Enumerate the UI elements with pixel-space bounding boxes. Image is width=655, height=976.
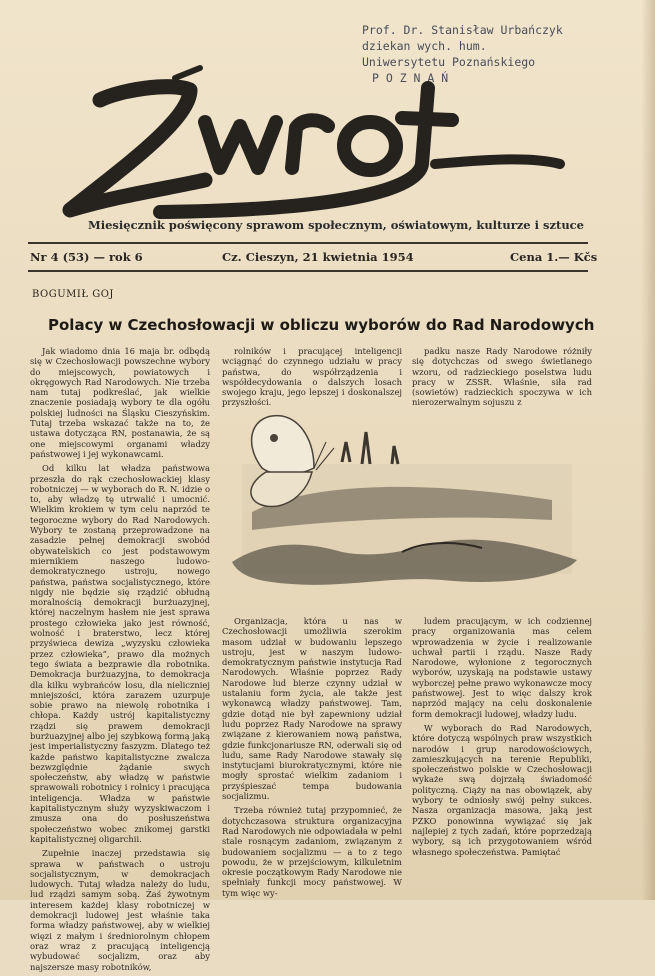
article-column-1 (30, 346, 210, 976)
col1-paragraph: Jak wiadomo dnia 16 maja br. odbędą się w Czechosłowacji powszechne wybory do miejscowych, powiatowych i okręgowych Rad Narodowych. Nie trzeba nam tutaj podkreślać, jak wielkie znaczenie posiadają wybory te dla ogółu polskiej ludności na Śląsku Cieszyńskim. Tutaj trzeba wskazać także na to, że ustawa dotycząca RN, postanawia, że są one miejscowymi organami władzy państwowej i jej wykonawcami. (30, 346, 210, 459)
butterfly-landscape-illustration (222, 402, 592, 602)
masthead-tagline: Miesięcznik poświęcony sprawom społecznym, oświatowym, kulturze i sztuce (88, 218, 584, 232)
stamp-line-2: dziekan wych. hum. (362, 39, 487, 53)
page-edge-shadow (641, 0, 655, 900)
issue-place-date: Cz. Cieszyn, 21 kwietnia 1954 (222, 250, 414, 264)
col3-paragraph: W wyborach do Rad Narodowych, które dotyczą wspólnych praw wszystkich narodów i grup narodowościowych, zamieszkujących na terenie Republiki, społeczeństwo polskie w Czechosłowacji wykaże swą dojrzałą świadomość polityczną. Ciąży na nas obowiązek, aby wybory te odniosły swój pełny sukces. Nasza organizacja masowa, jaką jest PZKO ponowinna wywiązać się jak najlepiej z tych zadań, które poprzedzają wybory, są ich przygotowaniem wśród własnego społeczeństwa. Pamiętać (412, 722, 592, 857)
bottom-rule (28, 270, 588, 272)
col2-paragraph: rolników i pracującej inteligencji wciągnąć do czynnego udziału w pracy państwa, do współrządzenia i współdecydowania o dalszych losach swojego kraju, jego lepszej i doskonalszej przyszłości. (222, 346, 402, 408)
article-column-3-bottom (412, 616, 592, 861)
article-headline: Polacy w Czechosłowacji w obliczu wyborów do Rad Narodowych (48, 316, 595, 334)
article-author: BOGUMIŁ GOJ (32, 289, 114, 300)
col3-paragraph: padku nasze Rady Narodowe różniły się dotychczas od swego świetlanego wzoru, od radzieckiego poselstwa ludu pracy w ZSSR. Właśnie, siła rad (sowietów) radzieckich spoczywa w ich nierozerwalnym sojuszu z (412, 346, 592, 408)
masthead-logo (40, 60, 580, 220)
stamp-line-1: Prof. Dr. Stanisław Urbańczyk (362, 23, 563, 37)
issue-price: Cena 1.— Kčs (510, 250, 598, 264)
stamp-line-4: P O Z N A Ń (372, 71, 449, 85)
stamp-line-3: Uniwersytetu Poznańskiego (362, 55, 536, 69)
col1-paragraph: Od kilku lat władza państwowa przeszła do rąk czechosłowackiej klasy robotniczej — w wyborach do R. N. idzie o to, aby władzę tę utrwalić i umocnić. Wielkim krokiem w tym celu naprzód te tegoroczne wybory do Rad Narodowych. Wybory te zostaną przeprowadzone na zasadzie pełnej demokracji swobód obywatelskich co jest podstawowym miernikiem naszego ludowo-demokratycznego ustroju, nowego państwa, państwa socjalistycznego, które nigdy nie będzie się rządzić obłudną moralnością demokracji burżuazyjnej, której naczelnym hasłem nie jest sprawa prostego człowieka jako jest równość, wolność i braterstwo, lecz której przyświeca dewiza „wyzysku człowieka przez człowieka”, prawo dla możnych tego świata a bezprawie dla robotnika. Demokracja burżuazyjna, to demokracja dla kilku wybrańców losu, dla nieliczniej mniejszości, która zarazem uzurpuje sobie prawo na niewolę robotnika i chłopa. Każdy ustrój kapitalistyczny rządzi się prawem demokracji burżuazyjnej albo jej szybkową formą jaką jest imperialistyczny faszyzm. Dlatego też każde państwo kapitalistyczne zwalcza bezwzględnie żądanie swych społeczeństw, aby władzę w państwie sprawowali robotnicy i rolnicy i pracująca inteligencja. Władza w państwie kapitalistycznym służy wyzyskiwaczom i zmusza ona do posłuszeństwa społeczeństwo wobec znikomej garstki kapitalistycznej oligarchii. (30, 463, 210, 844)
col2-paragraph: Organizacja, która u nas w Czechosłowacji umożliwia szerokim masom udział w budowaniu lepszego ustroju, jest w naszym ludowo-demokratycznym państwie instytucja Rad Narodowych. Właśnie poprzez Rady Narodowe lud bierze czynny udział w ustalaniu form życia, ale także jest wykonawcą władzy państwowej. Tam, gdzie dotąd nie był zapewniony udział ludu poprzez Rady Narodowe na sprawy związane z kierowaniem nową państwa, gdzie funkcjonariusze RN, oderwali się od ludu, same Rady Narodowe stawały się instytucjami biurokratycznymi, które nie mogły sprostać wielkim zadaniom i przyśpieszać tempa budowania socjalizmu. (222, 616, 402, 802)
col1-paragraph: Zupełnie inaczej przedstawia się sprawa w państwach o ustroju socjalistycznym, w demokracjach ludowych. Tutaj władza należy do ludu, lud rządzi samym sobą. Żaś żywotnym interesem każdej klasy robotniczej w demokracji ludowej jest właśnie taka forma władzy państwowej, aby w wielkiej więzi z małym i średniorolnym chłopem oraz wraz z pracującą inteligencją wybudować socjalizm, oraz aby najszersze masy robotników, (30, 848, 210, 972)
col3-paragraph: ludem pracującym, w ich codziennej pracy organizowania mas celem wprowadzenia w życie i realizowanie uchwał partii i rządu. Nasze Rady Narodowe, wyłonione z tegorocznych wyborów, uzyskają na podstawie ustawy wyborczej pełne prawo wykonawcze mocy państwowej. Jest to więc dalszy krok naprzód mający na celu doskonalenie form demokracji ludowej, władzy ludu. (412, 616, 592, 719)
top-rule (28, 242, 588, 244)
issue-number: Nr 4 (53) — rok 6 (30, 250, 143, 264)
col2-paragraph: Trzeba również tutaj przypomnieć, że dotychczasowa struktura organizacyjna Rad Narodowych nie odpowiadała w pełni stale rosnącym zadaniom, związanym z budowaniem socjalizmu — a to z tego powodu, że w przejściowym, kilkuletnim okresie początkowym Rady Narodowe nie spełniały funkcji mocy państwowej. W tym więc wy- (222, 805, 402, 898)
article-column-2-bottom (222, 616, 402, 902)
